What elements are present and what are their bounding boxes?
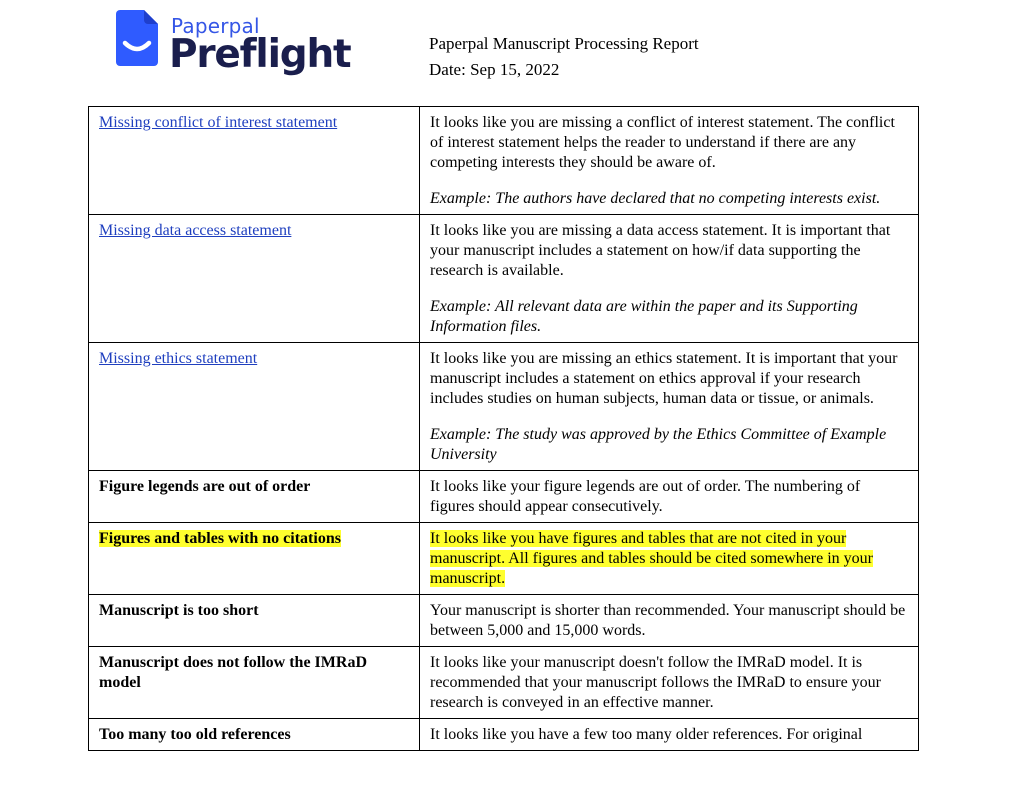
table-row xyxy=(89,719,919,751)
issue-example: Example: The authors have declared that no competing interests exist. xyxy=(430,190,881,207)
issue-link-data-access[interactable]: Missing data access statement xyxy=(99,222,292,239)
issue-description: It looks like you have a few too many older references. For original xyxy=(430,726,863,743)
issue-title-cell xyxy=(89,595,420,647)
issue-description: It looks like you are missing a conflict of interest statement. The conflict of interest statement helps the reader to understand if there are any competing interests they should be aware of. xyxy=(430,114,895,171)
issue-title: Manuscript does not follow the IMRaD model xyxy=(99,654,367,691)
issue-title: Manuscript is too short xyxy=(99,602,259,619)
brand-name-big: Preflight xyxy=(169,32,351,77)
issue-description-cell xyxy=(420,719,919,751)
issue-description: It looks like your manuscript doesn't follow the IMRaD model. It is recommended that your manuscript follows the IMRaD to ensure your research is conveyed in an effective manner. xyxy=(430,654,881,711)
issue-description-highlighted: It looks like you have figures and tables that are not cited in your manuscript. All figures and tables should be cited somewhere in your manuscript. xyxy=(430,530,874,587)
issue-example: Example: All relevant data are within the paper and its Supporting Information files. xyxy=(430,298,858,335)
issues-table xyxy=(88,106,919,751)
table-row xyxy=(89,471,919,523)
report-title: Paperpal Manuscript Processing Report xyxy=(429,34,699,53)
issue-title-cell xyxy=(89,523,420,595)
issue-title-cell xyxy=(89,719,420,751)
issue-title-cell xyxy=(89,107,420,215)
issue-description: It looks like you are missing an ethics statement. It is important that your manuscript includes a statement on ethics approval if your research includes studies on human subjects, human data or tissue, or animals. xyxy=(430,350,898,407)
report-info xyxy=(429,31,699,83)
issue-link-conflict-of-interest[interactable]: Missing conflict of interest statement xyxy=(99,114,338,131)
table-row xyxy=(89,595,919,647)
issue-title: Too many too old references xyxy=(99,726,291,743)
issue-description: Your manuscript is shorter than recommended. Your manuscript should be between 5,000 and 15,000 words. xyxy=(430,602,906,639)
issue-description-cell xyxy=(420,107,919,215)
table-row xyxy=(89,647,919,719)
issue-description-cell xyxy=(420,647,919,719)
table-row xyxy=(89,215,919,343)
report-header xyxy=(0,0,1024,105)
issue-description-cell xyxy=(420,215,919,343)
issue-link-ethics[interactable]: Missing ethics statement xyxy=(99,350,258,367)
issue-description-cell xyxy=(420,471,919,523)
issue-description: It looks like your figure legends are out of order. The numbering of figures should appear consecutively. xyxy=(430,478,861,515)
issue-title: Figure legends are out of order xyxy=(99,478,311,495)
issue-title-cell xyxy=(89,215,420,343)
issue-title-cell xyxy=(89,343,420,471)
brand-name-small: Paperpal xyxy=(171,14,260,38)
issue-example: Example: The study was approved by the Ethics Committee of Example University xyxy=(430,426,887,463)
issue-title-highlighted: Figures and tables with no citations xyxy=(99,530,341,547)
issue-description-cell xyxy=(420,343,919,471)
paperpal-preflight-logo xyxy=(116,8,351,80)
table-row xyxy=(89,343,919,471)
issue-title-cell xyxy=(89,471,420,523)
issue-description-cell xyxy=(420,523,919,595)
issue-description-cell xyxy=(420,595,919,647)
table-row xyxy=(89,523,919,595)
report-date: Date: Sep 15, 2022 xyxy=(429,60,560,79)
issue-description: It looks like you are missing a data access statement. It is important that your manuscript includes a statement on how/if data supporting the research is available. xyxy=(430,222,891,279)
issue-title-cell xyxy=(89,647,420,719)
paperpal-document-icon xyxy=(116,10,158,66)
table-row xyxy=(89,107,919,215)
